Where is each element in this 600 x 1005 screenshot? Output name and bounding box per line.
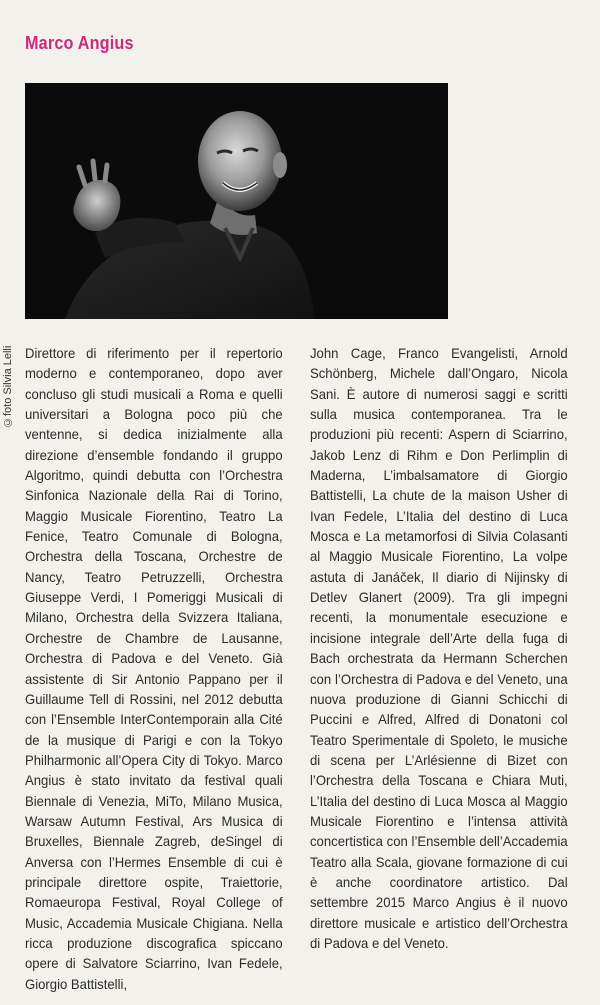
photo-credit: ©foto Silvia Lelli	[2, 345, 14, 428]
biography-text-left: Direttore di riferimento per il repertorio moderno e contemporaneo, dopo aver concluso gli studi musicali a Roma e quelli universitari a Bologna poco più che ventenne, si dedica inizialmente alla direzione d’ensemble fondando il gruppo Algoritmo, quindi debutta con l’Orchestra Sinfonica Nazionale della Rai di Torino, Maggio Musicale Fiorentino, Teatro La Fenice, Teatro Comunale di Bologna, Orchestra della Toscana, Orchestre de Nancy, Teatro Petruzzelli, Orchestra Giuseppe Verdi, I Pomeriggi Musicali di Milano, Orchestra della Svizzera Italiana, Orchestre de Chambre de Lausanne, Orchestra di Padova e del Veneto. Già assistente di Sir Antonio Pappano per il Guillaume Tell di Rossini, nel 2012 debutta con l’Ensemble InterContemporain alla Cité de la musique di Parigi e con la Tokyo Philharmonic all’Opera City di Tokyo. Marco Angius è stato invitato da festival quali Biennale di Venezia, MiTo, Milano Musica, Warsaw Autumn Festival, Ars Musica di Bruxelles, Biennale Zagreb, deSingel di Anversa con l’Hermes Ensemble di cui è principale direttore ospite, Traiettorie, Romaeuropa Festival, Royal College of Music, Accademia Musicale Chigiana. Nella ricca produzione discografica spiccano opere di Salvatore Sciarrino, Ivan Fedele, Giorgio Battistelli,	[25, 346, 283, 992]
conductor-photo	[25, 83, 448, 319]
biography-column-right	[310, 344, 568, 954]
biography-column-left	[25, 344, 283, 995]
biography-text-right: John Cage, Franco Evangelisti, Arnold Schönberg, Michele dall’Ongaro, Nicola Sani. È autore di numerosi saggi e scritti sulla musica contemporanea. Tra le produzioni più recenti: Aspern di Sciarrino, Jakob Lenz di Rihm e Don Perlimplin di Maderna, L’imbalsamatore di Giorgio Battistelli, La chute de la maison Usher di Ivan Fedele, L’Italia del destino di Luca Mosca e La metamorfosi di Silvia Colasanti al Maggio Musicale Fiorentino, La volpe astuta di Janáček, Il diario di Nijinsky di Detlev Glanert (2009). Tra gli impegni recenti, la monumentale esecuzione e incisione integrale dell’Arte della fuga di Bach orchestrata da Hermann Scherchen con l’Orchestra di Padova e del Veneto, una nuova produzione di Gianni Schicchi di Puccini e Alfred, Alfred di Donatoni col Teatro Sperimentale di Spoleto, le musiche di scena per L’Arlésienne di Bizet con l’Orchestra della Toscana e Chiara Muti, L’Italia del destino di Luca Mosca al Maggio Musicale Fiorentino e l’intensa attività concertistica con l’Ensemble dell’Accademia Teatro alla Scala, giovane formazione di cui è anche coordinatore artistico. Dal settembre 2015 Marco Angius è il nuovo direttore musicale e artistico dell’Orchestra di Padova e del Veneto.	[310, 346, 568, 951]
page-title: Marco Angius	[25, 33, 134, 53]
conductor-photo-drawing	[25, 83, 448, 319]
